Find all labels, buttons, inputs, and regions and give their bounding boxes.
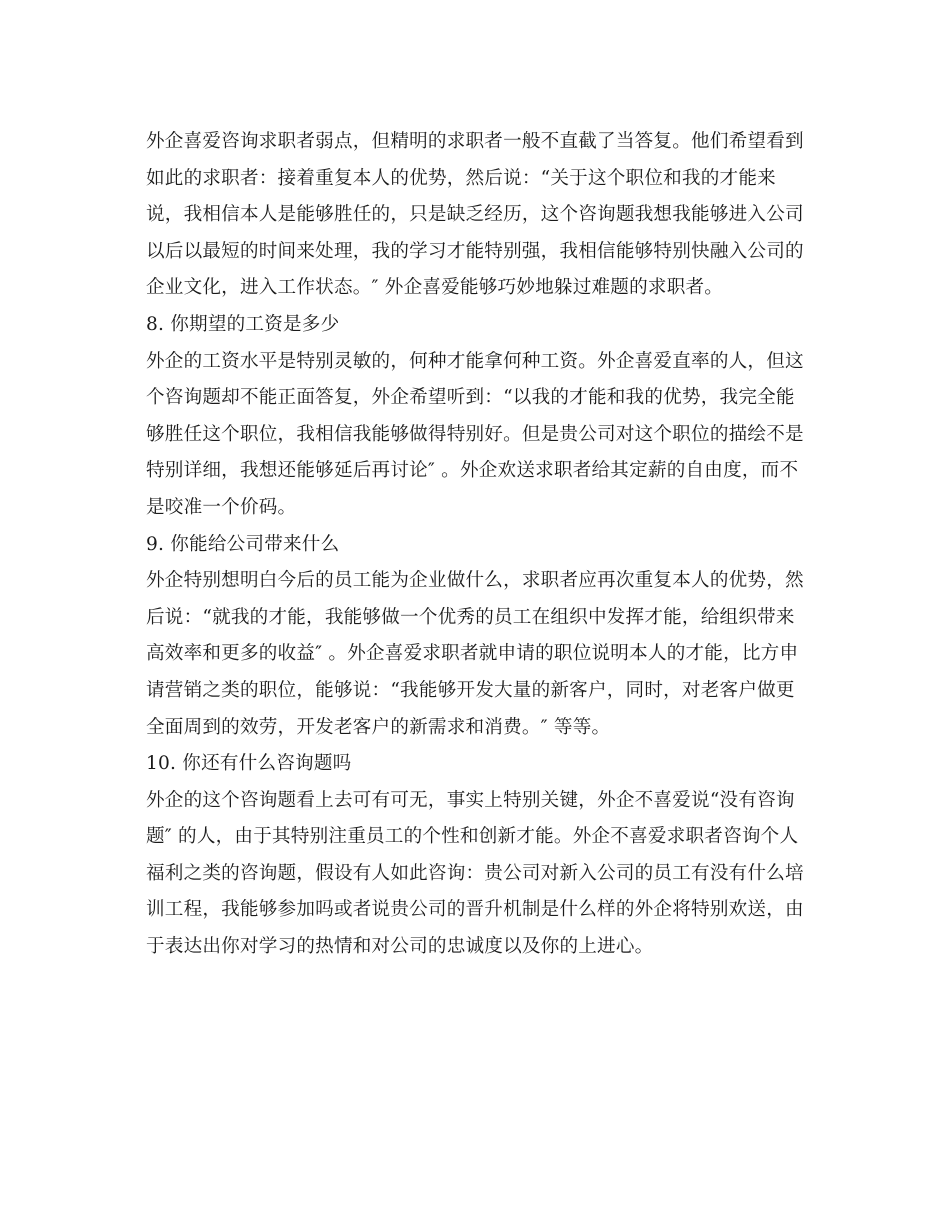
- text-line: 题″ 的人，由于其特别注重员工的个性和创新才能。外企不喜爱求职者咨询个人: [146, 826, 799, 848]
- text-line: 够胜任这个职位，我相信我能够做得特别好。但是贵公司对这个职位的描绘不是: [146, 423, 804, 445]
- text-line: 外企特别想明白今后的员工能为企业做什么，求职者应再次重复本人的优势，然: [146, 570, 804, 592]
- question-10-paragraph: [146, 783, 806, 966]
- text-line: 外企喜爱咨询求职者弱点，但精明的求职者一般不直截了当答复。他们希望看到: [146, 131, 804, 152]
- text-line: 训工程，我能够参加吗或者说贵公司的晋升机制是什么样的外企将特别欢送，由: [146, 899, 804, 921]
- question-8-paragraph: [146, 344, 806, 527]
- text-line: 特别详细，我想还能够延后再讨论″ 。外企欢送求职者给其定薪的自由度，而不: [146, 460, 799, 482]
- text-line: 外企的这个咨询题看上去可有可无，事实上特别关键，外企不喜爱说“没有咨询: [146, 789, 795, 811]
- text-line: 福利之类的咨询题，假设有人如此咨询：贵公司对新入公司的员工有没有什么培: [146, 862, 804, 884]
- text-line: 是咬准一个价码。: [146, 496, 297, 518]
- text-line: 于表达出你对学习的热情和对公司的忠诚度以及你的上进心。: [146, 936, 654, 958]
- text-line: 如此的求职者：接着重复本人的优势，然后说：“关于这个职位和我的才能来: [146, 167, 776, 189]
- question-10-heading: 10. 你还有什么咨询题吗: [146, 753, 352, 775]
- text-line: 说，我相信本人是能够胜任的，只是缺乏经历，这个咨询题我想我能够进入公司: [146, 204, 804, 226]
- question-9-heading: 9. 你能给公司带来什么: [146, 533, 340, 555]
- text-line: 外企的工资水平是特别灵敏的，何种才能拿何种工资。外企喜爱直率的人，但这: [146, 350, 804, 372]
- text-line: 高效率和更多的收益″ 。外企喜爱求职者就申请的职位说明本人的才能，比方申: [146, 643, 799, 665]
- question-9-paragraph: [146, 563, 806, 746]
- text-line: 企业文化，进入工作状态。″ 外企喜爱能够巧妙地躲过难题的求职者。: [146, 277, 724, 299]
- intro-paragraph: [146, 124, 806, 307]
- text-line: 请营销之类的职位，能够说：“我能够开发大量的新客户，同时，对老客户做更: [146, 679, 795, 701]
- text-line: 以后以最短的时间来处理，我的学习才能特别强，我相信能够特别快融入公司的: [146, 240, 804, 262]
- text-line: 后说：“就我的才能，我能够做一个优秀的员工在组织中发挥才能，给组织带来: [146, 606, 795, 628]
- text-line: 全面周到的效劳，开发老客户的新需求和消费。″ 等等。: [146, 716, 611, 738]
- question-8-heading: 8. 你期望的工资是多少: [146, 313, 340, 335]
- text-line: 个咨询题却不能正面答复，外企希望听到：“以我的才能和我的优势，我完全能: [146, 387, 795, 409]
- document-body: [146, 124, 806, 966]
